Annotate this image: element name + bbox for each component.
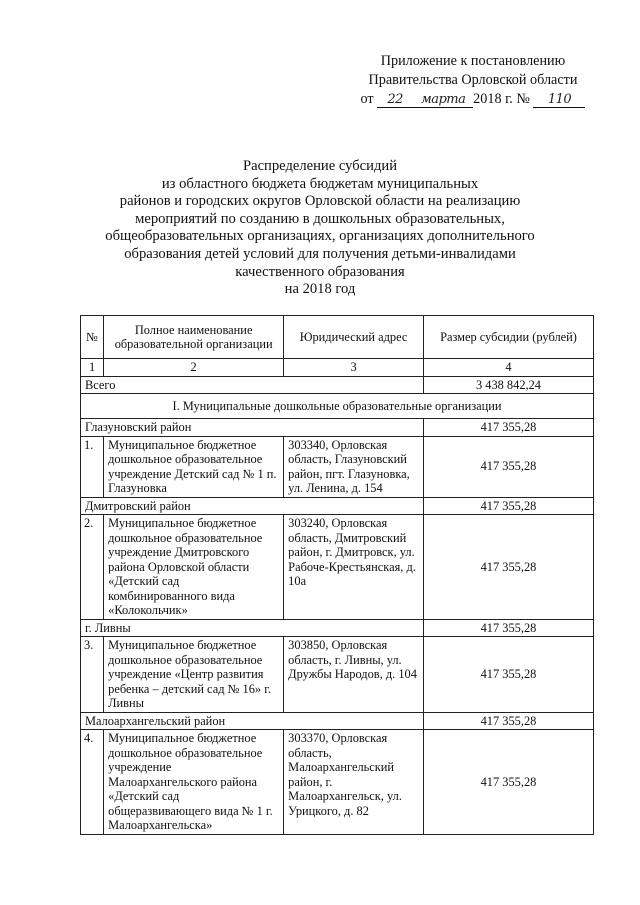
appendix-header bbox=[338, 52, 608, 109]
subsidy-table bbox=[80, 315, 594, 835]
header-name: Полное наименование образовательной организации bbox=[104, 316, 284, 359]
column-index: 3 bbox=[284, 359, 424, 377]
total-label: Всего bbox=[81, 376, 424, 394]
appendix-line-2: Правительства Орловской области bbox=[368, 72, 578, 88]
organization-name: Муниципальное бюджетное дошкольное образовательное учреждение Малоархангельского района «Детский сад общеразвивающего вида № 1 г. Малоархангельска» bbox=[104, 730, 284, 835]
total-row bbox=[81, 376, 594, 394]
row-number: 1. bbox=[81, 436, 104, 497]
district-name: Дмитровский район bbox=[81, 497, 424, 515]
organization-name: Муниципальное бюджетное дошкольное образовательное учреждение Детский сад № 1 п. Глазуновка bbox=[104, 436, 284, 497]
total-value: 3 438 842,24 bbox=[423, 376, 593, 394]
district-row bbox=[81, 619, 594, 637]
section-title: I. Муниципальные дошкольные образовательные организации bbox=[81, 394, 594, 419]
appendix-year: 2018 г. № bbox=[473, 91, 530, 107]
column-index-row bbox=[81, 359, 594, 377]
title-line: мероприятий по созданию в дошкольных образовательных, bbox=[135, 210, 505, 227]
title-line: качественного образования bbox=[235, 263, 405, 280]
title-line: из областного бюджета бюджетам муниципальных bbox=[161, 175, 479, 192]
title-line: районов и городских округов Орловской области на реализацию bbox=[119, 193, 521, 210]
table-row bbox=[81, 637, 594, 713]
row-number: 3. bbox=[81, 637, 104, 713]
section-row bbox=[81, 394, 594, 419]
table-row bbox=[81, 730, 594, 835]
district-row bbox=[81, 497, 594, 515]
document-title bbox=[60, 158, 580, 299]
table-row bbox=[81, 515, 594, 620]
organization-address: 303850, Орловская область, г. Ливны, ул. Дружбы Народов, д. 104 bbox=[284, 637, 424, 713]
handwritten-number: 110 bbox=[533, 90, 585, 109]
subsidy-amount: 417 355,28 bbox=[423, 730, 593, 835]
header-sum: Размер субсидии (рублей) bbox=[423, 316, 593, 359]
header-address: Юридический адрес bbox=[284, 316, 424, 359]
title-line: образования детей условий для получения детьми-инвалидами bbox=[124, 245, 516, 262]
appendix-prefix: от bbox=[360, 91, 374, 107]
district-sum: 417 355,28 bbox=[423, 497, 593, 515]
organization-address: 303370, Орловская область, Малоархангельский район, г. Малоархангельск, ул. Урицкого, д. 82 bbox=[284, 730, 424, 835]
title-line: Распределение субсидий bbox=[242, 158, 398, 174]
column-index: 2 bbox=[104, 359, 284, 377]
appendix-line-3 bbox=[338, 90, 608, 109]
table-header-row bbox=[81, 316, 594, 359]
title-line: на 2018 год bbox=[284, 281, 356, 298]
handwritten-month: марта bbox=[413, 90, 473, 109]
column-index: 4 bbox=[423, 359, 593, 377]
row-number: 2. bbox=[81, 515, 104, 620]
organization-name: Муниципальное бюджетное дошкольное образовательное учреждение Дмитровского района Орловской области «Детский сад комбинированного вида «Колокольчик» bbox=[104, 515, 284, 620]
table-row bbox=[81, 436, 594, 497]
handwritten-day: 22 bbox=[377, 90, 413, 109]
subsidy-amount: 417 355,28 bbox=[423, 637, 593, 713]
district-sum: 417 355,28 bbox=[423, 419, 593, 437]
district-row bbox=[81, 712, 594, 730]
title-line: общеобразовательных организациях, организациях дополнительного bbox=[105, 228, 535, 245]
district-name: Малоархангельский район bbox=[81, 712, 424, 730]
column-index: 1 bbox=[81, 359, 104, 377]
district-sum: 417 355,28 bbox=[423, 712, 593, 730]
district-name: г. Ливны bbox=[81, 619, 424, 637]
organization-address: 303240, Орловская область, Дмитровский район, г. Дмитровск, ул. Рабоче-Крестьянская, д. 10а bbox=[284, 515, 424, 620]
district-sum: 417 355,28 bbox=[423, 619, 593, 637]
district-name: Глазуновский район bbox=[81, 419, 424, 437]
district-row bbox=[81, 419, 594, 437]
row-number: 4. bbox=[81, 730, 104, 835]
header-number: № bbox=[81, 316, 104, 359]
subsidy-amount: 417 355,28 bbox=[423, 436, 593, 497]
organization-address: 303340, Орловская область, Глазуновский район, пгт. Глазуновка, ул. Ленина, д. 154 bbox=[284, 436, 424, 497]
subsidy-amount: 417 355,28 bbox=[423, 515, 593, 620]
appendix-line-1: Приложение к постановлению bbox=[380, 53, 566, 69]
organization-name: Муниципальное бюджетное дошкольное образовательное учреждение «Центр развития ребенка – детский сад № 16» г. Ливны bbox=[104, 637, 284, 713]
